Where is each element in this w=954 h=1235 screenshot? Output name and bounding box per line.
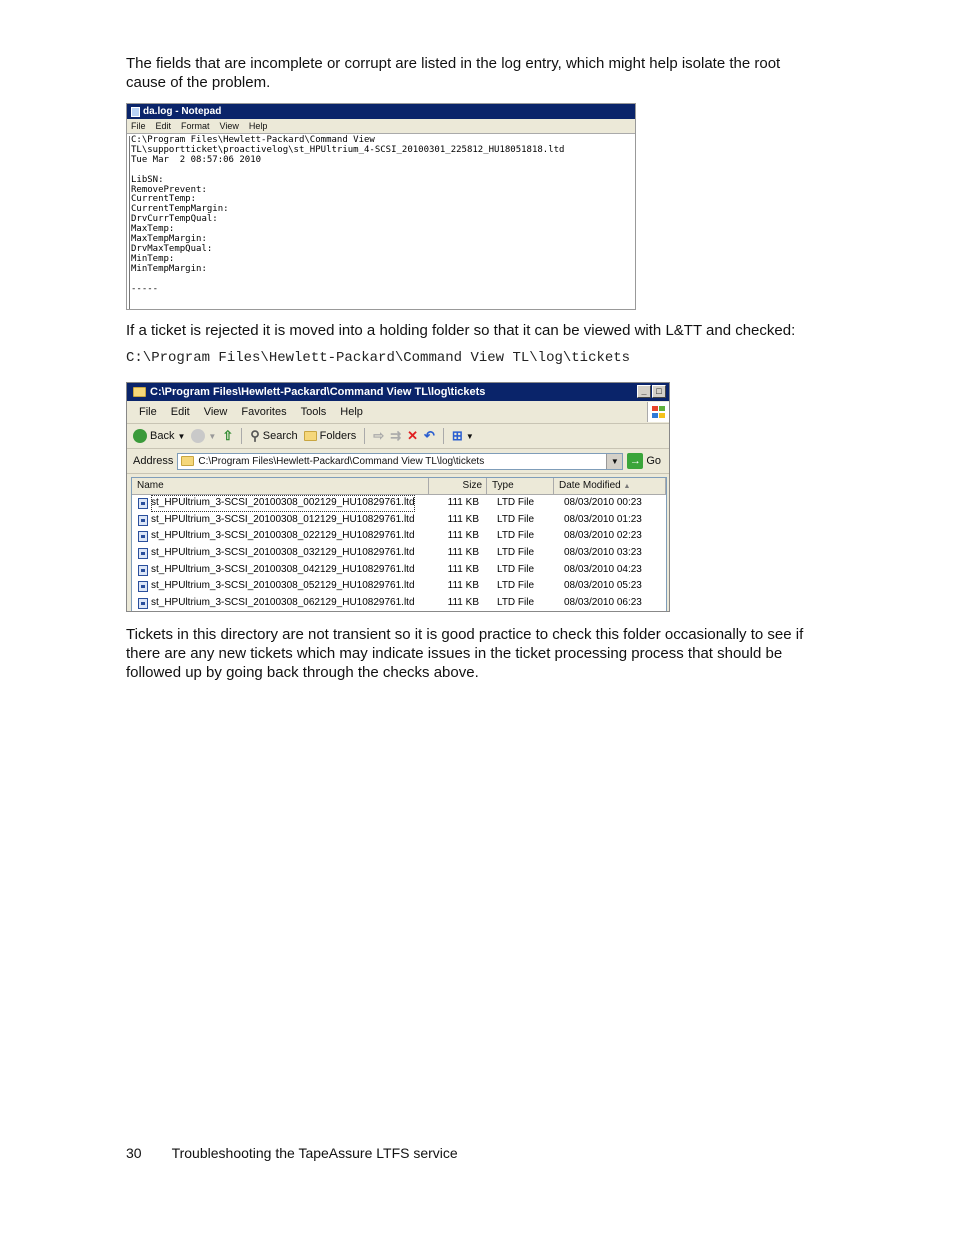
file-type: LTD File [497, 597, 535, 609]
file-size: 111 KB [447, 530, 479, 542]
back-label: Back [150, 430, 175, 442]
explorer-toolbar [127, 424, 669, 449]
delete-icon[interactable]: ✕ [407, 428, 419, 443]
file-date: 08/03/2010 05:23 [564, 580, 642, 592]
tickets-path-code: C:\Program Files\Hewlett-Packard\Command View TL\log\tickets [126, 350, 631, 366]
folders-label: Folders [319, 430, 357, 442]
table-row[interactable] [132, 512, 666, 529]
address-bar [127, 449, 669, 474]
forward-button[interactable] [191, 429, 216, 443]
file-list [131, 477, 667, 611]
column-header-name[interactable]: Name [132, 478, 429, 494]
menu-file[interactable]: File [139, 406, 157, 418]
views-button[interactable] [452, 429, 474, 443]
page-footer [126, 1145, 458, 1161]
file-size: 111 KB [447, 513, 479, 525]
ltd-file-icon [138, 565, 148, 576]
go-arrow-icon: → [627, 453, 643, 469]
file-type: LTD File [497, 580, 535, 592]
toolbar-separator [443, 428, 444, 444]
views-grid-icon: ⊞ [451, 428, 463, 443]
file-type: LTD File [497, 497, 535, 508]
window-controls [637, 385, 666, 398]
file-type: LTD File [497, 513, 535, 525]
table-row[interactable] [132, 578, 666, 595]
notepad-menu-edit[interactable]: Edit [155, 121, 172, 131]
notepad-title: da.log - Notepad [143, 106, 222, 117]
address-folder-icon [181, 456, 194, 466]
notepad-title-bar [127, 104, 635, 119]
notepad-menu-format[interactable]: Format [181, 121, 210, 131]
file-date: 08/03/2010 00:23 [564, 497, 642, 508]
toolbar-separator [364, 428, 365, 444]
file-size: 111 KB [447, 547, 479, 559]
back-dropdown-icon[interactable]: ▼ [177, 431, 186, 441]
up-folder-icon[interactable]: ⇧ [222, 428, 234, 443]
file-name: st_HPUltrium_3-SCSI_20100308_042129_HU10829761.ltd [151, 563, 415, 575]
notepad-menu-help[interactable]: Help [248, 121, 268, 131]
folders-button[interactable] [304, 430, 357, 442]
undo-icon[interactable]: ↶ [424, 428, 435, 443]
table-row[interactable] [132, 495, 666, 512]
file-size: 111 KB [447, 497, 479, 508]
footer-section-title: Troubleshooting the TapeAssure LTFS service [171, 1145, 458, 1161]
address-label: Address [133, 455, 174, 467]
file-list-header [132, 478, 666, 495]
file-date: 08/03/2010 04:23 [564, 563, 642, 575]
explorer-menu-bar [127, 401, 669, 424]
file-name: st_HPUltrium_3-SCSI_20100308_022129_HU10829761.ltd [151, 530, 415, 542]
file-type: LTD File [497, 547, 535, 559]
file-type: LTD File [497, 563, 535, 575]
move-to-icon[interactable]: ⇨ [373, 428, 385, 443]
column-header-type[interactable]: Type [487, 478, 554, 494]
ltd-file-icon [138, 498, 148, 509]
ltd-file-icon [138, 531, 148, 542]
menu-view[interactable]: View [203, 406, 228, 418]
file-name: st_HPUltrium_3-SCSI_20100308_002129_HU10829761.ltd [151, 495, 415, 512]
views-dropdown-icon[interactable]: ▼ [465, 431, 474, 441]
closing-paragraph: Tickets in this directory are not transient so it is good practice to check this folder occasionally to see if there are any new tickets which may indicate issues in the ticket processing process that should be followed up by going back through the checks above. [126, 626, 804, 681]
ltd-file-icon [138, 515, 148, 526]
table-row[interactable] [132, 562, 666, 579]
explorer-title: C:\Program Files\Hewlett-Packard\Command View TL\log\tickets [150, 386, 486, 398]
file-date: 08/03/2010 06:23 [564, 597, 642, 609]
menu-edit[interactable]: Edit [170, 406, 190, 418]
ltd-file-icon [138, 598, 148, 609]
notepad-menu-bar [127, 119, 635, 134]
notepad-icon [131, 107, 140, 117]
go-button[interactable] [627, 453, 661, 469]
notepad-window [126, 103, 636, 310]
copy-to-icon[interactable]: ⇉ [390, 428, 402, 443]
menu-favorites[interactable]: Favorites [241, 406, 287, 418]
search-button[interactable] [250, 429, 297, 443]
minimize-icon[interactable]: _ [637, 385, 651, 398]
file-type: LTD File [497, 530, 535, 542]
file-date: 08/03/2010 01:23 [564, 513, 642, 525]
search-icon: ⚲ [250, 428, 260, 443]
back-arrow-icon [133, 429, 147, 443]
ltd-file-icon [138, 548, 148, 559]
back-button[interactable] [133, 429, 185, 443]
notepad-menu-file[interactable]: File [131, 121, 146, 131]
explorer-title-bar [127, 383, 669, 401]
address-value: C:\Program Files\Hewlett-Packard\Command View TL\log\tickets [198, 455, 485, 467]
toolbar-separator [241, 428, 242, 444]
table-row[interactable] [132, 545, 666, 562]
page-number: 30 [126, 1145, 142, 1161]
go-label: Go [646, 455, 662, 467]
menu-tools[interactable]: Tools [300, 406, 327, 418]
intro-paragraph: The fields that are incomplete or corrupt are listed in the log entry, which might help isolate the root cause of the problem. [126, 55, 781, 91]
rejected-paragraph: If a ticket is rejected it is moved into a holding folder so that it can be viewed with L&TT and checked: [126, 322, 796, 339]
file-name: st_HPUltrium_3-SCSI_20100308_062129_HU10829761.ltd [151, 597, 415, 609]
table-row[interactable] [132, 595, 666, 612]
date-modified-label: Date Modified [559, 480, 621, 491]
folders-icon [304, 431, 317, 441]
file-size: 111 KB [447, 580, 479, 592]
notepad-text-area[interactable]: C:\Program Files\Hewlett-Packard\Command View TL\supportticket\proactivelog\st_HPUltrium_4-SCSI_20100301_225812_HU18051818.ltd Tue Mar 2 08:57:06 2010 LibSN: RemovePrevent: CurrentTemp: CurrentTempMargin: DrvCurrTempQual: MaxTemp: MaxTempMargin: DrvMaxTempQual: MinTemp: MinTempMargin: ----- [129, 136, 635, 309]
file-date: 08/03/2010 02:23 [564, 530, 642, 542]
file-name: st_HPUltrium_3-SCSI_20100308_012129_HU10829761.ltd [151, 513, 415, 525]
file-name: st_HPUltrium_3-SCSI_20100308_032129_HU10829761.ltd [151, 547, 415, 559]
column-header-date-modified[interactable] [554, 478, 666, 494]
windows-logo-icon [647, 402, 669, 422]
folder-icon [133, 387, 146, 397]
forward-dropdown-icon[interactable]: ▼ [208, 431, 217, 441]
maximize-icon[interactable]: □ [652, 385, 666, 398]
sort-ascending-icon: ▲ [623, 483, 631, 490]
address-dropdown-icon[interactable]: ▼ [606, 454, 622, 469]
column-header-size[interactable]: Size [429, 478, 487, 494]
file-name: st_HPUltrium_3-SCSI_20100308_052129_HU10829761.ltd [151, 580, 415, 592]
file-size: 111 KB [447, 563, 479, 575]
forward-arrow-icon [191, 429, 205, 443]
file-size: 111 KB [447, 597, 479, 609]
table-row[interactable] [132, 528, 666, 545]
notepad-menu-view[interactable]: View [219, 121, 239, 131]
file-date: 08/03/2010 03:23 [564, 547, 642, 559]
explorer-window [126, 382, 670, 612]
address-input[interactable] [177, 453, 623, 470]
menu-help[interactable]: Help [340, 406, 363, 418]
ltd-file-icon [138, 581, 148, 592]
search-label: Search [262, 430, 298, 442]
